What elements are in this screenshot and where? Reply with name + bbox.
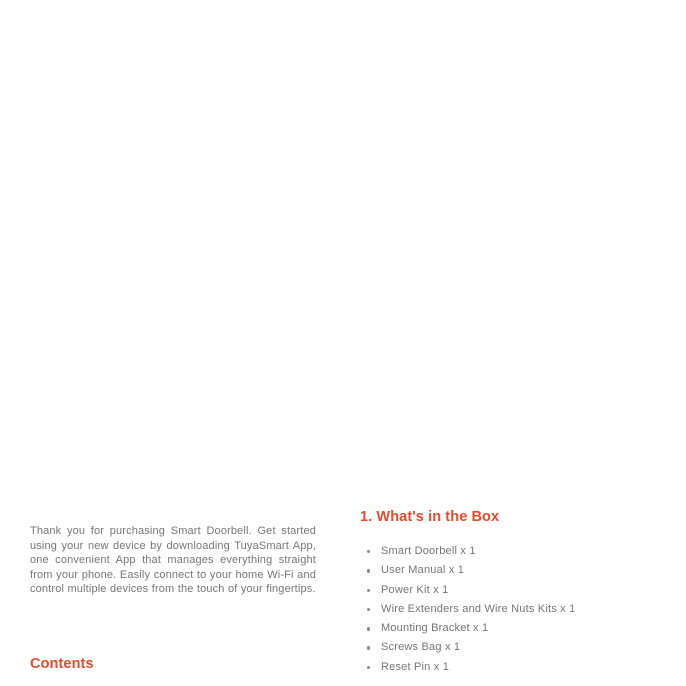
- bullet-dot-icon: [367, 589, 370, 592]
- list-item: [360, 658, 660, 677]
- list-item-label: Wire Extenders and Wire Nuts Kits x 1: [381, 602, 576, 615]
- whats-in-the-box-heading: 1. What's in the Box: [360, 509, 500, 525]
- list-item-label: User Manual x 1: [381, 564, 465, 577]
- list-item: [360, 561, 660, 580]
- list-item-label: Power Kit x 1: [381, 583, 449, 596]
- bullet-dot-icon: [367, 666, 370, 669]
- list-item: [360, 581, 660, 600]
- list-item-label: Reset Pin x 1: [381, 660, 450, 673]
- intro-paragraph: Thank you for purchasing Smart Doorbell. Get started using your new device by downloading TuyaSmart App, one convenient App that manages everything straight from your phone. Easily connect to your home Wi-Fi and control multiple devices from the touch of your fingertips.: [30, 525, 316, 595]
- bullet-dot-icon: [367, 608, 370, 611]
- list-item: [360, 542, 660, 561]
- list-item: [360, 638, 660, 657]
- box-contents-list: [360, 542, 660, 677]
- bullet-dot-icon: [367, 550, 370, 553]
- list-item-label: Screws Bag x 1: [381, 641, 461, 654]
- left-column: [30, 524, 316, 597]
- list-item-label: Smart Doorbell x 1: [381, 545, 476, 557]
- right-column: [360, 508, 660, 677]
- contents-heading: Contents: [30, 656, 94, 672]
- list-item: [360, 600, 660, 619]
- bullet-dot-icon: [367, 646, 370, 649]
- list-item-label: Mounting Bracket x 1: [381, 622, 489, 635]
- bullet-dot-icon: [367, 569, 370, 572]
- list-item: [360, 619, 660, 638]
- bullet-dot-icon: [367, 627, 370, 630]
